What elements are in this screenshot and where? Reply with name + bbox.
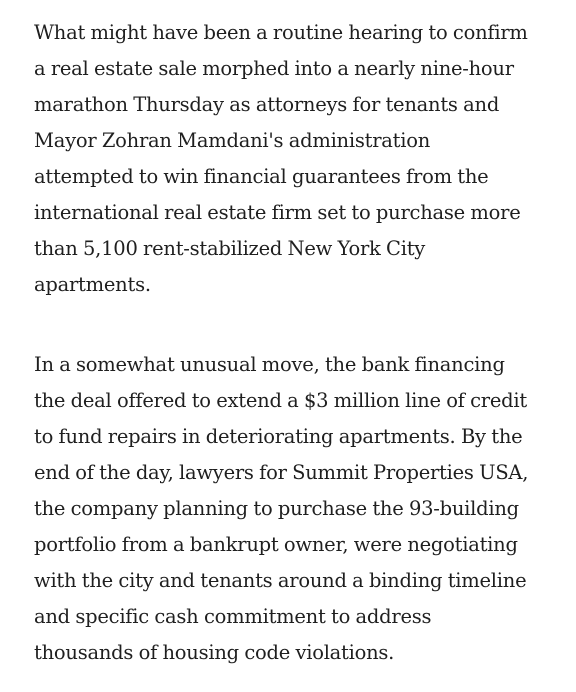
paragraph-line: to fund repairs in deteriorating apartments. By the [34, 425, 523, 448]
paragraph-2 [34, 347, 570, 671]
paragraph-line: international real estate firm set to purchase more [34, 201, 521, 224]
paragraph-line: portfolio from a bankrupt owner, were negotiating [34, 533, 518, 556]
paragraph-line: the company planning to purchase the 93-building [34, 497, 519, 520]
paragraph-line: marathon Thursday as attorneys for tenants and [34, 93, 500, 116]
paragraph-line: the deal offered to extend a $3 million line of credit [34, 389, 527, 412]
paragraph-line: end of the day, lawyers for Summit Properties USA, [34, 461, 529, 484]
paragraph-line: apartments. [34, 273, 151, 296]
paragraph-line: thousands of housing code violations. [34, 641, 395, 664]
paragraph-line: In a somewhat unusual move, the bank financing [34, 353, 505, 376]
article-body [34, 15, 570, 671]
paragraph-line: What might have been a routine hearing to confirm [34, 21, 528, 44]
paragraph-line: than 5,100 rent-stabilized New York City [34, 237, 426, 260]
paragraph-line: attempted to win financial guarantees from the [34, 165, 489, 188]
paragraph-1 [34, 15, 570, 303]
paragraph-line: a real estate sale morphed into a nearly nine-hour [34, 57, 514, 80]
paragraph-line: Mayor Zohran Mamdani's administration [34, 129, 431, 152]
paragraph-line: and specific cash commitment to address [34, 605, 432, 628]
paragraph-line: with the city and tenants around a binding timeline [34, 569, 527, 592]
